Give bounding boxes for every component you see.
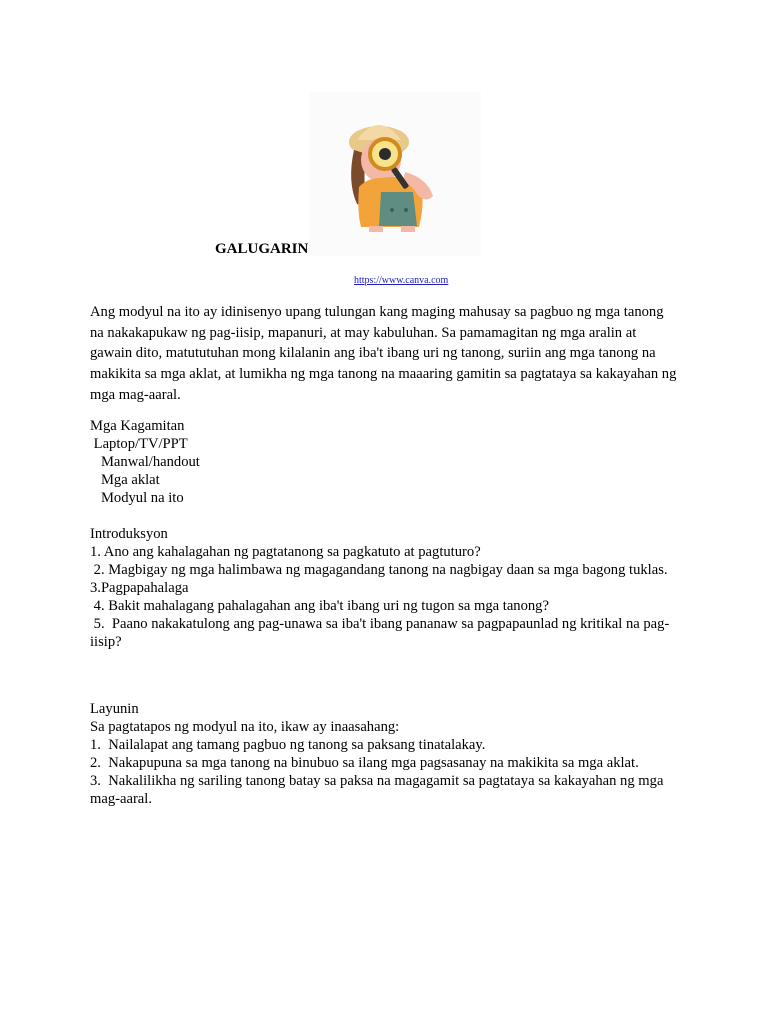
materials-item: Manwal/handout bbox=[90, 454, 200, 470]
materials-item: Mga aklat bbox=[90, 472, 160, 488]
objectives-item: 2. Nakapupuna sa mga tanong na binubuo sa ilang mga pagsasanay na makikita sa mga aklat. bbox=[90, 755, 639, 771]
objectives-lead: Sa pagtatapos ng modyul na ito, ikaw ay inaasahang: bbox=[90, 719, 400, 735]
introduction-section bbox=[90, 525, 680, 651]
intro-paragraph: Ang modyul na ito ay idinisenyo upang tulungan kang maging mahusay sa pagbuo ng mga tanong na nakakapukaw ng pag-iisip, mapanuri, at may kabuluhan. Sa pamamagitan ng mga aralin at gawain dito, matututuhan mong kilalanin ang iba't ibang uri ng tanong, suriin ang mga tanong na makikita sa mga aklat, at lumikha ng mga tanong na maaaring gamitin sa pagtataya sa kakayahan ng mga mag-aaral. bbox=[90, 304, 677, 403]
girl-with-magnifier-icon bbox=[309, 92, 481, 256]
objectives-heading: Layunin bbox=[90, 701, 139, 717]
introduction-item: 3.Pagpapahalaga bbox=[90, 580, 189, 596]
introduction-heading: Introduksyon bbox=[90, 526, 168, 542]
materials-item: Modyul na ito bbox=[90, 490, 184, 506]
materials-heading: Mga Kagamitan bbox=[90, 418, 185, 434]
image-credit-link[interactable]: https://www.canva.com bbox=[354, 275, 449, 286]
materials-section bbox=[90, 417, 680, 507]
introduction-item: 4. Bakit mahalagang pahalagahan ang iba't ibang uri ng tugon sa mga tanong? bbox=[90, 598, 549, 614]
objectives-section bbox=[90, 700, 680, 808]
introduction-item: 5. Paano nakakatulong ang pag-unawa sa iba't ibang pananaw sa pagpapaunlad ng kritikal na pag-iisip? bbox=[90, 616, 670, 650]
magnifying-glass-girl-illustration bbox=[309, 92, 481, 256]
materials-item: Laptop/TV/PPT bbox=[90, 436, 188, 452]
page-title: GALUGARIN bbox=[215, 241, 309, 257]
objectives-item: 1. Nailalapat ang tamang pagbuo ng tanong sa paksang tinatalakay. bbox=[90, 737, 486, 753]
introduction-item: 1. Ano ang kahalagahan ng pagtatanong sa pagkatuto at pagtuturo? bbox=[90, 544, 481, 560]
introduction-item: 2. Magbigay ng mga halimbawa ng magagandang tanong na nagbigay daan sa mga bagong tuklas. bbox=[90, 562, 668, 578]
objectives-item: 3. Nakalilikha ng sariling tanong batay sa paksa na magagamit sa pagtataya sa kakayahan ng mga mag-aaral. bbox=[90, 773, 668, 807]
